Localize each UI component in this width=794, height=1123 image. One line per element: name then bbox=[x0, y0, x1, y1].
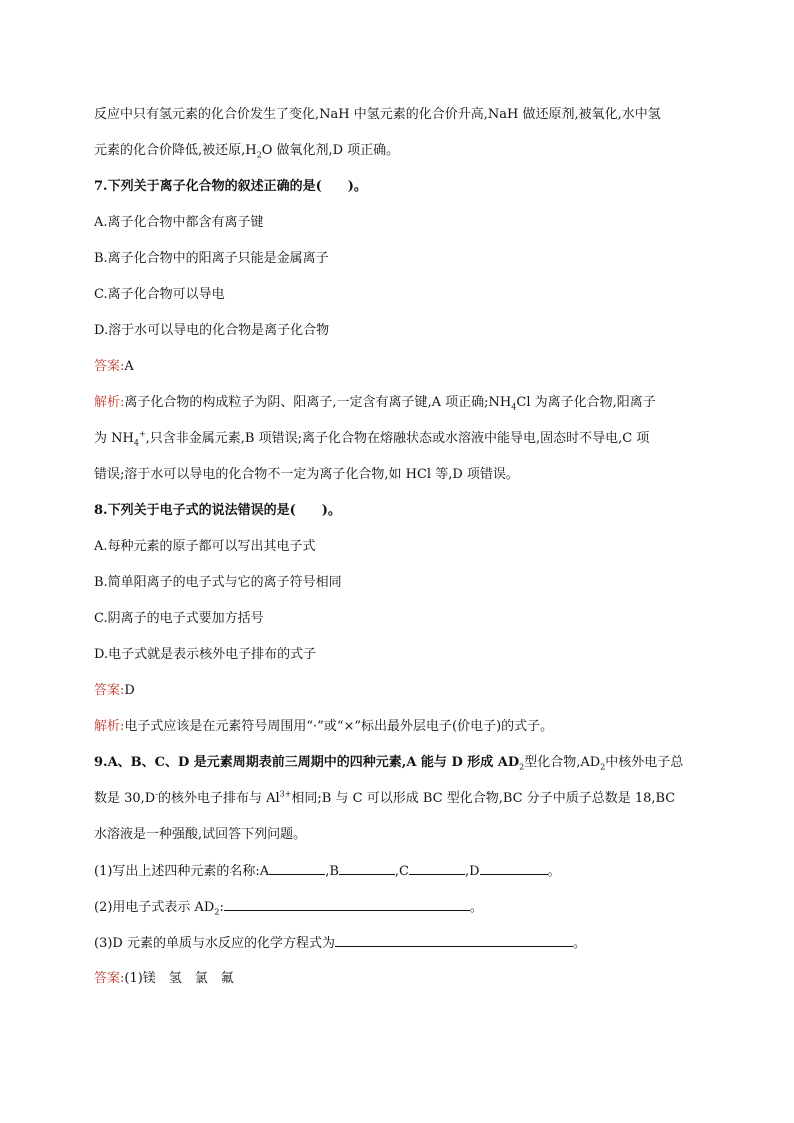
q8-option-a: A.每种元素的原子都可以写出其电子式 bbox=[94, 539, 316, 554]
q8-stem: 8.下列关于电子式的说法错误的是( )。 bbox=[94, 503, 341, 518]
q7-stem: 7.下列关于离子化合物的叙述正确的是( )。 bbox=[94, 179, 367, 194]
q7-option-c: C.离子化合物可以导电 bbox=[94, 287, 225, 302]
q7-option-b: B.离子化合物中的阳离子只能是金属离子 bbox=[94, 251, 329, 266]
blank-equation[interactable] bbox=[335, 934, 573, 947]
q8-answer: 答案:D bbox=[94, 683, 135, 698]
q7-option-a: A.离子化合物中都含有离子键 bbox=[94, 215, 264, 230]
blank-ad2[interactable] bbox=[224, 898, 470, 911]
q7-option-d: D.溶于水可以导电的化合物是离子化合物 bbox=[94, 323, 330, 338]
q9-sub-2: (2)用电子式表示 $AD_2$: 。 bbox=[94, 900, 483, 917]
answer-label: 答案: bbox=[94, 683, 125, 698]
q9-stem-line-2: 数是 30,D-的核外电子排布与 $Al^{3+}$相同;B 与 C 可以形成 BC 型化合物,BC 分子中质子总数是 18,BC bbox=[94, 789, 676, 806]
q7-explain-line-3: 错误;溶于水可以导电的化合物不一定为离子化合物,如 HCl 等,D 项错误。 bbox=[94, 467, 519, 482]
q7-explain-line-2: 为 $NH_4^+$,只含非金属元素,B 项错误;离子化合物在熔融状态或水溶液中能导电,固态时不导电,C 项 bbox=[94, 429, 650, 448]
q8-option-b: B.简单阳离子的电子式与它的离子符号相同 bbox=[94, 575, 342, 590]
answer-label: 答案: bbox=[94, 359, 125, 374]
q7-answer: 答案:A bbox=[94, 359, 134, 374]
q9-stem-line-1: 9.A、B、C、D 是元素周期表前三周期中的四种元素,A 能与 D 形成 $AD_2$型化合物$,AD_2$中核外电子总 bbox=[94, 755, 684, 772]
q9-sub-1: (1)写出上述四种元素的名称:A ,B ,C ,D 。 bbox=[94, 864, 561, 879]
blank-b[interactable] bbox=[339, 862, 395, 875]
q9-sub-3: (3)D 元素的单质与水反应的化学方程式为 。 bbox=[94, 936, 586, 951]
explain-label: 解析: bbox=[94, 719, 125, 734]
q9-stem-line-3: 水溶液是一种强酸,试回答下列问题。 bbox=[94, 827, 307, 842]
q8-explain: 解析:电子式应该是在元素符号周围用“·”或“×”标出最外层电子(价电子)的式子。 bbox=[94, 719, 554, 734]
q9-answer: 答案:(1)镁 氢 氯 氟 bbox=[94, 971, 234, 986]
blank-c[interactable] bbox=[409, 862, 465, 875]
q7-explain-line-1: 解析:离子化合物的构成粒子为阴、阳离子,一定含有离子键,A 项正确$;NH_4Cl$ 为离子化合物,阳离子 bbox=[94, 395, 656, 412]
blank-d[interactable] bbox=[480, 862, 548, 875]
q8-option-d: D.电子式就是表示核外电子排布的式子 bbox=[94, 647, 317, 662]
explain-label: 解析: bbox=[94, 395, 125, 410]
blank-a[interactable] bbox=[269, 862, 325, 875]
answer-label: 答案: bbox=[94, 971, 125, 986]
q8-option-c: C.阴离子的电子式要加方括号 bbox=[94, 611, 264, 626]
prev-explain-line-2: 元素的化合价降低,被还原$,H_2O$ 做氧化剂,D 项正确。 bbox=[94, 143, 400, 160]
prev-explain-line-1: 反应中只有氢元素的化合价发生了变化,NaH 中氢元素的化合价升高,NaH 做还原剂,被氧化,水中氢 bbox=[94, 107, 661, 122]
